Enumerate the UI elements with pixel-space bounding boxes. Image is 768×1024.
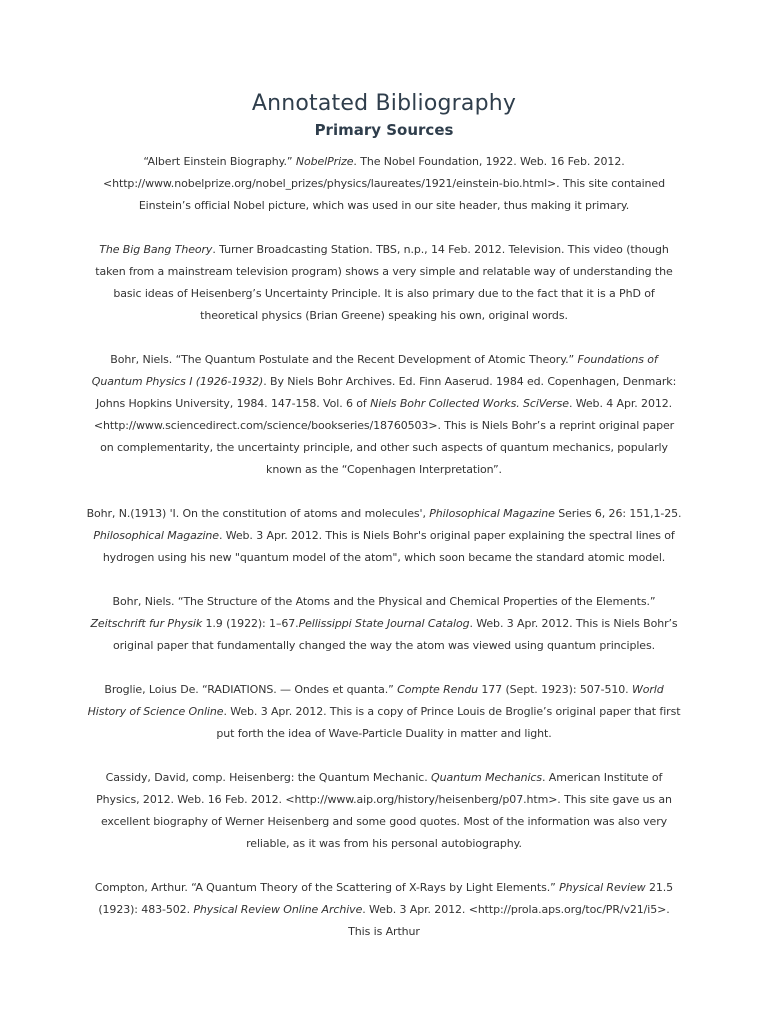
bibliography-entry-4 — [86, 503, 682, 569]
entry-text: Series 6, 26: 151,1-25. — [554, 507, 682, 520]
entry-text: Bohr, N.(1913) 'I. On the constitution of atoms and molecules', — [86, 507, 430, 520]
entry-text: Bohr, Niels. “The Quantum Postulate and the Recent Development of Atomic Theory.” — [110, 353, 578, 366]
entry-italic-title: Pellissippi State Journal Catalog — [298, 617, 470, 630]
entry-text: . American Institute of Physics, 2012. Web. 16 Feb. 2012. <http://www.aip.org/history/heisenberg/p07.htm>. This site gave us an excellent biography of Werner Heisenberg and some good quotes. Most of the information was also very reliable, as it was from his personal autobiography. — [96, 771, 672, 850]
entry-italic-title: Compte Rendu — [397, 683, 478, 696]
entry-italic-title: Quantum Mechanics — [431, 771, 542, 784]
entry-italic-title: NobelPrize — [295, 155, 354, 168]
entry-italic-title: Philosophical Magazine — [93, 529, 219, 542]
bibliography-entry-7 — [86, 767, 682, 855]
bibliography-entry-5 — [86, 591, 682, 657]
entry-text: . Turner Broadcasting Station. TBS, n.p., 14 Feb. 2012. Television. This video (though taken from a mainstream television program) shows a very simple and relatable way of understanding the basic ideas of Heisenberg’s Uncertainty Principle. It is also primary due to the fact that it is a PhD of theoretical physics (Brian Greene) speaking his own, original words. — [95, 243, 673, 322]
bibliography-entry-1 — [86, 151, 682, 217]
entry-text: . By Niels Bohr Archives. Ed. Finn Aaserud. 1984 ed. Copenhagen, Denmark: Johns Hopkins University, 1984. 147-158. Vol. 6 of — [95, 375, 677, 410]
section-subtitle: Primary Sources — [314, 121, 454, 139]
page-title: Annotated Bibliography — [251, 91, 517, 116]
entry-text: 21.5 (1923): 483-502. — [98, 881, 674, 916]
entry-italic-title: Zeitschrift fur Physik — [90, 617, 203, 630]
entry-text: 177 (Sept. 1923): 507-510. — [477, 683, 632, 696]
bibliography-entry-2 — [86, 239, 682, 327]
entry-text: Compton, Arthur. “A Quantum Theory of the Scattering of X-Rays by Light Elements.” — [94, 881, 560, 894]
entry-italic-title: Niels Bohr Collected Works. SciVerse — [370, 397, 569, 410]
entry-text: . Web. 3 Apr. 2012. This is Niels Bohr’s original paper that fundamentally changed the way the atom was viewed using quantum principles. — [113, 617, 678, 652]
bibliography-entry-8 — [86, 877, 682, 943]
bibliography-entry-3 — [86, 349, 682, 481]
entry-text: Bohr, Niels. “The Structure of the Atoms and the Physical and Chemical Properties of the Elements.” — [112, 595, 656, 608]
entry-text: . Web. 3 Apr. 2012. <http://prola.aps.org/toc/PR/v21/i5>. This is Arthur — [348, 903, 670, 938]
entry-italic-title: Physical Review — [559, 881, 646, 894]
entry-text: “Albert Einstein Biography.” — [143, 155, 296, 168]
entry-italic-title: World History of Science Online — [87, 683, 664, 718]
entry-text: Broglie, Loius De. “RADIATIONS. — Ondes et quanta.” — [104, 683, 398, 696]
entry-italic-title: Foundations of Quantum Physics I (1926-1932) — [91, 353, 658, 388]
entry-text: Cassidy, David, comp. Heisenberg: the Quantum Mechanic. — [105, 771, 432, 784]
entry-text: . Web. 3 Apr. 2012. This is Niels Bohr's original paper explaining the spectral lines of hydrogen using his new "quantum model of the atom", which soon became the standard atomic model. — [102, 529, 675, 564]
entry-text: . Web. 3 Apr. 2012. This is a copy of Prince Louis de Broglie’s original paper that first put forth the idea of Wave-Particle Duality in matter and light. — [216, 705, 681, 740]
entry-italic-title: The Big Bang Theory — [99, 243, 213, 256]
entry-italic-title: Philosophical Magazine — [429, 507, 555, 520]
entry-text: . The Nobel Foundation, 1922. Web. 16 Feb. 2012. <http://www.nobelprize.org/nobel_prizes/physics/laureates/1921/einstein-bio.html>. This site contained Einstein’s official Nobel picture, which was used in our site header, thus making it primary. — [103, 155, 665, 212]
entry-text: 1.9 (1922): 1–67. — [202, 617, 299, 630]
bibliography-entry-6 — [86, 679, 682, 745]
entry-text: . Web. 4 Apr. 2012. <http://www.sciencedirect.com/science/bookseries/18760503>. This is Niels Bohr’s a reprint original paper on complementarity, the uncertainty principle, and other such aspects of quantum mechanics, popularly known as the “Copenhagen Interpretation”. — [93, 397, 675, 476]
entry-italic-title: Physical Review Online Archive — [193, 903, 363, 916]
